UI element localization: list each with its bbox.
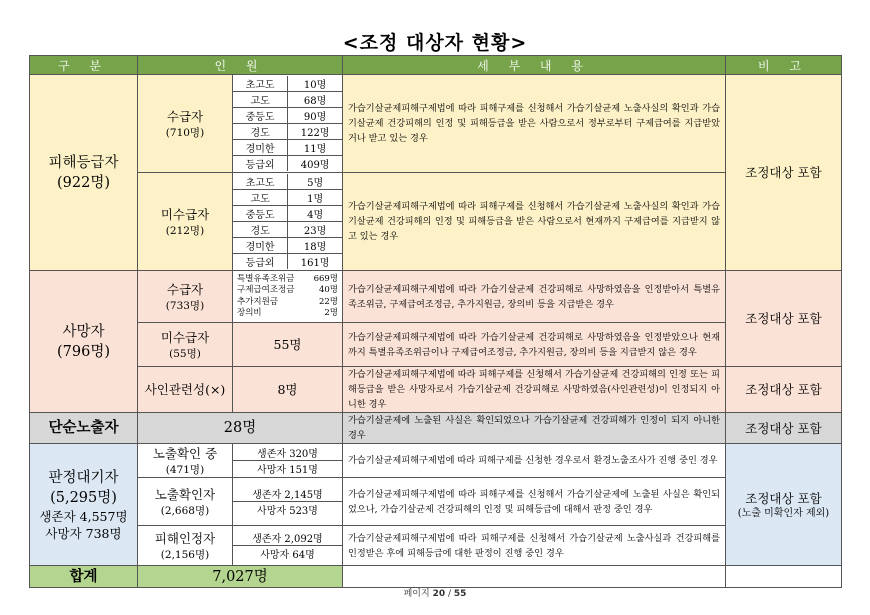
deceased-cell (30, 271, 138, 413)
table-row (30, 478, 842, 526)
grade-name: 경도 (233, 222, 288, 238)
pending-row-label: 노출확인자 (154, 486, 216, 502)
grade-row (233, 140, 342, 156)
total-row (30, 566, 842, 588)
deceased-causal-n: 8명 (233, 367, 343, 413)
victim-recipient-label: 수급자 (166, 108, 204, 124)
status-table (29, 55, 842, 588)
table-row (30, 367, 842, 413)
footer-current-page: 20 (432, 589, 446, 599)
pending-row-split (233, 444, 343, 478)
pending-row-alive: 생존자 2,145명 (233, 486, 342, 502)
pending-row-desc: 가습기살균제피해구제법에 따라 피해구제를 신청한 경우로서 환경노출조사가 진행 중인 경우 (343, 444, 726, 478)
pending-row-label: 노출확인 중 (152, 445, 218, 461)
pending-row-split (233, 526, 343, 566)
item-count: 669명 (313, 273, 338, 284)
deceased-note: 조정대상 포함 (726, 271, 842, 367)
deceased-nonrecipient-desc: 가습기살균제피해구제법에 따라 가습기살균제 건강피해로 사망하였음을 인정받았으나 현재까지 특별유족조위금이나 구제급여조정금, 추가지원금, 장의비 등을 지급받지 않은 경우 (343, 323, 726, 367)
deceased-nonrecipient-label: 미수급자 (160, 329, 210, 345)
pending-row-split (233, 478, 343, 526)
grade-count: 122명 (288, 124, 342, 140)
pending-row-cell (138, 444, 233, 478)
list-item (237, 308, 338, 320)
victim-nonrecipient-grades (233, 173, 343, 271)
grade-count: 5명 (288, 174, 342, 190)
pending-row-desc: 가습기살균제피해구제법에 따라 피해구제를 신청해서 가습기살균제에 노출된 사실은 확인되었으나, 가습기살균제 건강피해의 인정 및 피해등급에 대해서 판정 중인 경우 (343, 478, 726, 526)
grade-count: 10명 (288, 76, 342, 92)
grade-row (233, 108, 342, 124)
header-count: 인 원 (138, 56, 343, 75)
pending-row-count: (2,668명) (160, 504, 210, 517)
pending-alive: 생존자 4,557명 (39, 508, 128, 524)
grade-name: 경미한 (233, 238, 288, 254)
pending-row-desc: 가습기살균제피해구제법에 따라 피해구제를 신청해서 가습기살균제 노출사실과 건강피해를 인정받은 후에 피해등급에 대한 판정이 진행 중인 경우 (343, 526, 726, 566)
grade-name: 등급외 (233, 156, 288, 172)
pending-label: 판정대기자 (48, 469, 119, 486)
total-empty-desc (343, 566, 726, 588)
grade-name: 초고도 (233, 174, 288, 190)
grade-name: 중등도 (233, 206, 288, 222)
pending-row-count: (471명) (165, 463, 205, 476)
total-empty-note (726, 566, 842, 588)
pending-note-sub: (노출 미확인자 제외) (737, 507, 830, 519)
simple-exposure-label: 단순노출자 (30, 413, 138, 444)
page-title: <조정 대상자 현황> (342, 32, 528, 54)
deceased-count: (796명) (57, 343, 110, 360)
item-count: 40명 (318, 285, 338, 295)
grade-name: 초고도 (233, 76, 288, 92)
grade-row (233, 156, 342, 172)
grade-row (233, 190, 342, 206)
pending-row-alive: 생존자 320명 (233, 445, 342, 461)
grade-name: 고도 (233, 190, 288, 206)
grade-count: 409명 (288, 156, 342, 172)
item-name: 추가지원금 (237, 296, 279, 307)
deceased-label: 사망자 (62, 323, 105, 340)
grade-row (233, 206, 342, 222)
item-name: 장의비 (237, 308, 262, 318)
table-row (30, 323, 842, 367)
grade-count: 4명 (288, 206, 342, 222)
grade-name: 경미한 (233, 140, 288, 156)
victim-nonrecipient-count: (212명) (165, 224, 205, 237)
deceased-causal-label: 사인관련성(×) (138, 367, 233, 413)
grade-row (233, 124, 342, 140)
footer-prefix: 페이지 (403, 589, 433, 599)
list-item (237, 285, 338, 297)
deceased-causal-note: 조정대상 포함 (726, 367, 842, 413)
victim-nonrecipient-desc: 가습기살균제피해구제법에 따라 피해구제를 신청해서 가습기살균제 노출사실의 확인과 가습기살균제 건강피해의 인정 및 피해등급을 받은 사람으로서 현재까지 구제급여를 지급받지 않고 있는 경우 (343, 173, 726, 271)
pending-row-count: (2,156명) (160, 548, 210, 561)
table-header-row (30, 56, 842, 75)
item-count: 2명 (324, 308, 338, 318)
pending-row-dead: 사망자 151명 (233, 461, 342, 477)
footer-sep: / (445, 589, 454, 599)
grade-count: 161명 (288, 254, 342, 270)
grade-count: 11명 (288, 140, 342, 156)
deceased-recipient-count: (733명) (165, 299, 205, 312)
victim-grade-count: (922명) (57, 174, 110, 191)
grade-name: 등급외 (233, 254, 288, 270)
pending-count: (5,295명) (50, 489, 117, 506)
grade-name: 고도 (233, 92, 288, 108)
victim-recipient-desc: 가습기살균제피해구제법에 따라 피해구제를 신청해서 가습기살균제 노출사실의 확인과 가습기살균제 건강피해의 인정 및 피해등급을 받은 사람으로서 정부로부터 구제급여를 지급받았거나 받고 있는 경우 (343, 75, 726, 173)
deceased-causal-desc: 가습기살균제피해구제법에 따라 피해구제를 신청해서 가습기살균제 건강피해의 인정 또는 피해등급을 받은 사망자로서 가습기살균제 건강피해로 사망하였음(사인관련성)이 인정되지 아니한 경우 (343, 367, 726, 413)
simple-exposure-note: 조정대상 포함 (726, 413, 842, 444)
grade-name: 경도 (233, 124, 288, 140)
grade-row (233, 92, 342, 108)
pending-note: 조정대상 포함 (745, 490, 822, 506)
pending-dead: 사망자 738명 (45, 525, 122, 541)
deceased-recipient-label: 수급자 (166, 281, 204, 297)
deceased-recipient-desc: 가습기살균제피해구제법에 따라 가습기살균제 건강피해로 사망하였음을 인정받아서 특별유족조위금, 구제급여조정금, 추가지원금, 장의비 등을 지급받은 경우 (343, 271, 726, 323)
total-label: 합계 (30, 566, 138, 588)
victim-grade-note: 조정대상 포함 (726, 75, 842, 271)
deceased-nonrecipient-count: (55명) (169, 347, 201, 360)
pending-cell (30, 444, 138, 566)
grade-count: 68명 (288, 92, 342, 108)
simple-exposure-n: 28명 (138, 413, 343, 444)
header-details: 세 부 내 용 (343, 56, 726, 75)
grade-row (233, 76, 342, 92)
deceased-recipient-items (233, 271, 343, 323)
pending-row-cell (138, 526, 233, 566)
victim-recipient-grades (233, 75, 343, 173)
footer-total-pages: 55 (453, 589, 467, 599)
pending-row-label: 피해인정자 (154, 530, 216, 546)
grade-row (233, 254, 342, 270)
grade-count: 18명 (288, 238, 342, 254)
total-n: 7,027명 (138, 566, 343, 588)
table-row (30, 413, 842, 444)
grade-count: 1명 (288, 190, 342, 206)
pending-row-dead: 사망자 64명 (233, 546, 342, 562)
grade-row (233, 174, 342, 190)
item-name: 구제급여조정금 (237, 285, 295, 295)
victim-grade-label: 피해등급자 (48, 154, 119, 171)
table-row (30, 444, 842, 478)
pending-row-dead: 사망자 523명 (233, 502, 342, 518)
victim-nonrecipient-label: 미수급자 (160, 206, 210, 222)
item-count: 22명 (318, 296, 338, 307)
pending-note-cell (726, 444, 842, 566)
header-category: 구 분 (30, 56, 138, 75)
grade-row (233, 238, 342, 254)
table-row (30, 173, 842, 271)
grade-count: 23명 (288, 222, 342, 238)
table-row (30, 271, 842, 323)
grade-count: 90명 (288, 108, 342, 124)
deceased-nonrecipient-cell (138, 323, 233, 367)
victim-recipient-cell (138, 75, 233, 173)
grade-name: 중등도 (233, 108, 288, 124)
grade-row (233, 222, 342, 238)
header-remarks: 비 고 (726, 56, 842, 75)
pending-row-alive: 생존자 2,092명 (233, 530, 342, 546)
list-item (237, 274, 338, 286)
deceased-recipient-cell (138, 271, 233, 323)
deceased-nonrecipient-n: 55명 (233, 323, 343, 367)
item-name: 특별유족조위금 (237, 273, 295, 284)
victim-nonrecipient-cell (138, 173, 233, 271)
page-footer (0, 586, 870, 599)
victim-grade-cell (30, 75, 138, 271)
victim-recipient-count: (710명) (165, 126, 205, 139)
simple-exposure-desc: 가습기살균제에 노출된 사실은 확인되었으나 가습기살균제 건강피해가 인정이 되지 아니한 경우 (343, 413, 726, 444)
list-item (237, 297, 338, 309)
pending-row-cell (138, 478, 233, 526)
table-row (30, 526, 842, 566)
table-row (30, 75, 842, 173)
